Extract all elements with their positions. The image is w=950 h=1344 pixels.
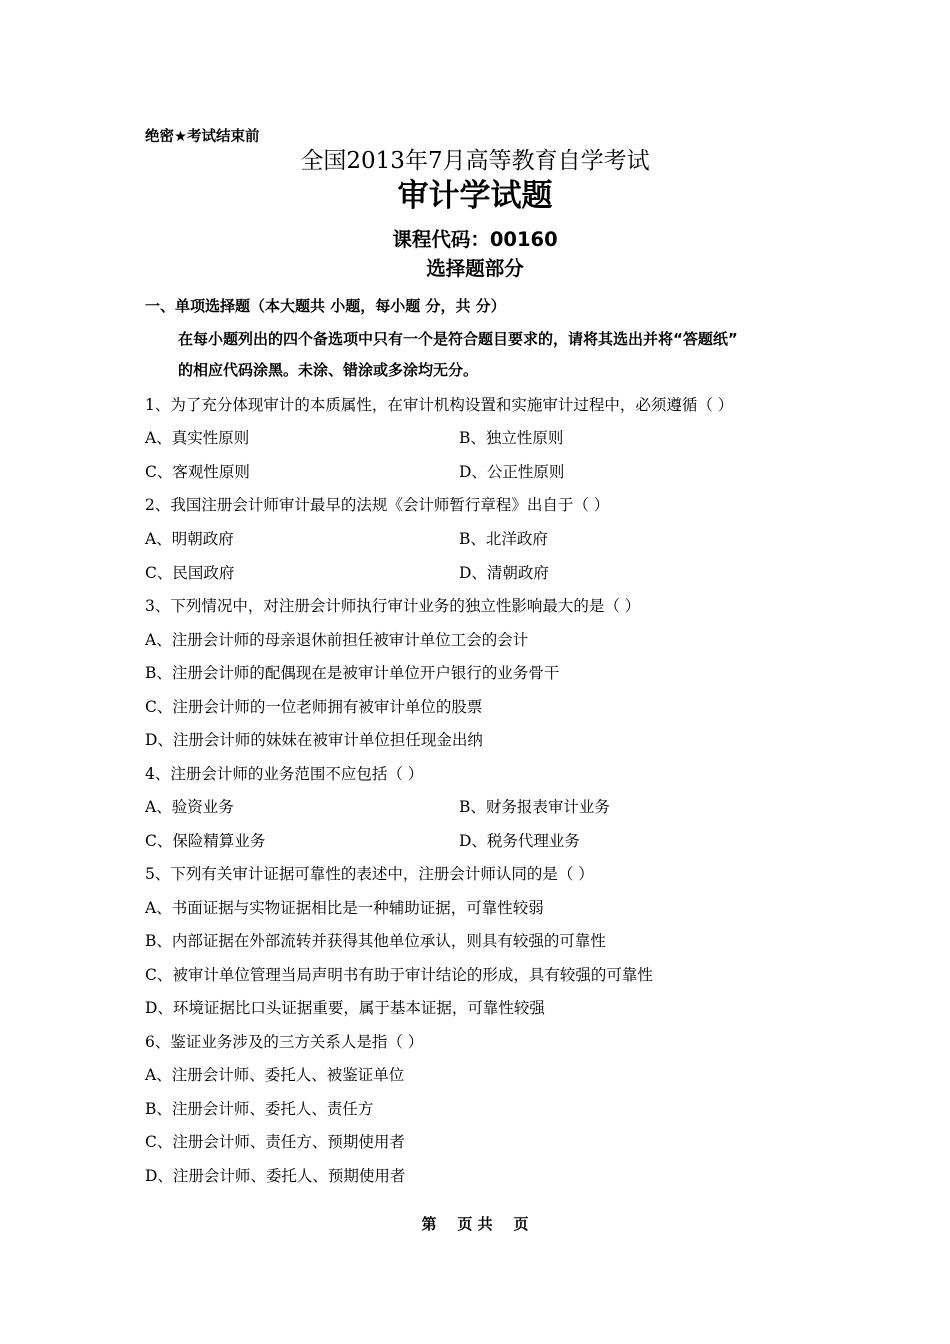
option-a: A、真实性原则 [145, 429, 250, 447]
question-stem: 1、为了充分体现审计的本质属性，在审计机构设置和实施审计过程中，必须遵循（ ） [145, 396, 734, 414]
option-c: C、客观性原则 [145, 463, 250, 481]
page-footer: 第 页 共 页 [421, 1215, 529, 1233]
secret-mark: 绝密★考试结束前 [145, 129, 260, 145]
option-a: A、明朝政府 [145, 530, 234, 548]
option-a: A、注册会计师、委托人、被鉴证单位 [145, 1066, 405, 1084]
option-c: C、注册会计师、责任方、预期使用者 [145, 1133, 405, 1151]
course-code: 课程代码：00160 [392, 228, 558, 251]
section-title: 选择题部分 [426, 257, 524, 280]
option-b: B、北洋政府 [459, 530, 548, 548]
option-b: B、内部证据在外部流转并获得其他单位承认，则具有较强的可靠性 [145, 932, 606, 950]
exam-title: 全国2013年7月高等教育自学考试 [300, 148, 650, 174]
instruction-line-2: 的相应代码涂黑。未涂、错涂或多涂均无分。 [178, 361, 479, 379]
option-b: B、注册会计师的配偶现在是被审计单位开户银行的业务骨干 [145, 664, 560, 682]
option-a: A、书面证据与实物证据相比是一种辅助证据，可靠性较弱 [145, 899, 544, 917]
option-c: C、注册会计师的一位老师拥有被审计单位的股票 [145, 698, 483, 716]
option-d: D、税务代理业务 [459, 832, 580, 850]
option-c: C、保险精算业务 [145, 832, 266, 850]
option-c: C、被审计单位管理当局声明书有助于审计结论的形成，具有较强的可靠性 [145, 966, 653, 984]
option-a: A、注册会计师的母亲退休前担任被审计单位工会的会计 [145, 631, 529, 649]
subject-title: 审计学试题 [397, 178, 553, 214]
option-a: A、验资业务 [145, 798, 234, 816]
option-c: C、民国政府 [145, 564, 235, 582]
section-heading: 一、单项选择题（本大题共 小题，每小题 分，共 分） [145, 297, 506, 315]
option-b: B、注册会计师、委托人、责任方 [145, 1100, 374, 1118]
question-stem: 3、下列情况中，对注册会计师执行审计业务的独立性影响最大的是（ ） [145, 597, 641, 615]
option-b: B、独立性原则 [459, 429, 564, 447]
question-stem: 5、下列有关审计证据可靠性的表述中，注册会计师认同的是（ ） [145, 865, 594, 883]
option-d: D、公正性原则 [459, 463, 565, 481]
question-stem: 2、我国注册会计师审计最早的法规《会计师暂行章程》出自于（ ） [145, 496, 610, 514]
option-d: D、注册会计师、委托人、预期使用者 [145, 1167, 406, 1185]
instruction-line-1: 在每小题列出的四个备选项中只有一个是符合题目要求的，请将其选出并将“答题纸” [178, 330, 738, 348]
option-d: D、环境证据比口头证据重要，属于基本证据，可靠性较强 [145, 999, 545, 1017]
option-d: D、注册会计师的妹妹在被审计单位担任现金出纳 [145, 731, 483, 749]
question-stem: 6、鉴证业务涉及的三方关系人是指（ ） [145, 1033, 424, 1051]
question-stem: 4、注册会计师的业务范围不应包括（ ） [145, 765, 424, 783]
option-b: B、财务报表审计业务 [459, 798, 610, 816]
option-d: D、清朝政府 [459, 564, 549, 582]
